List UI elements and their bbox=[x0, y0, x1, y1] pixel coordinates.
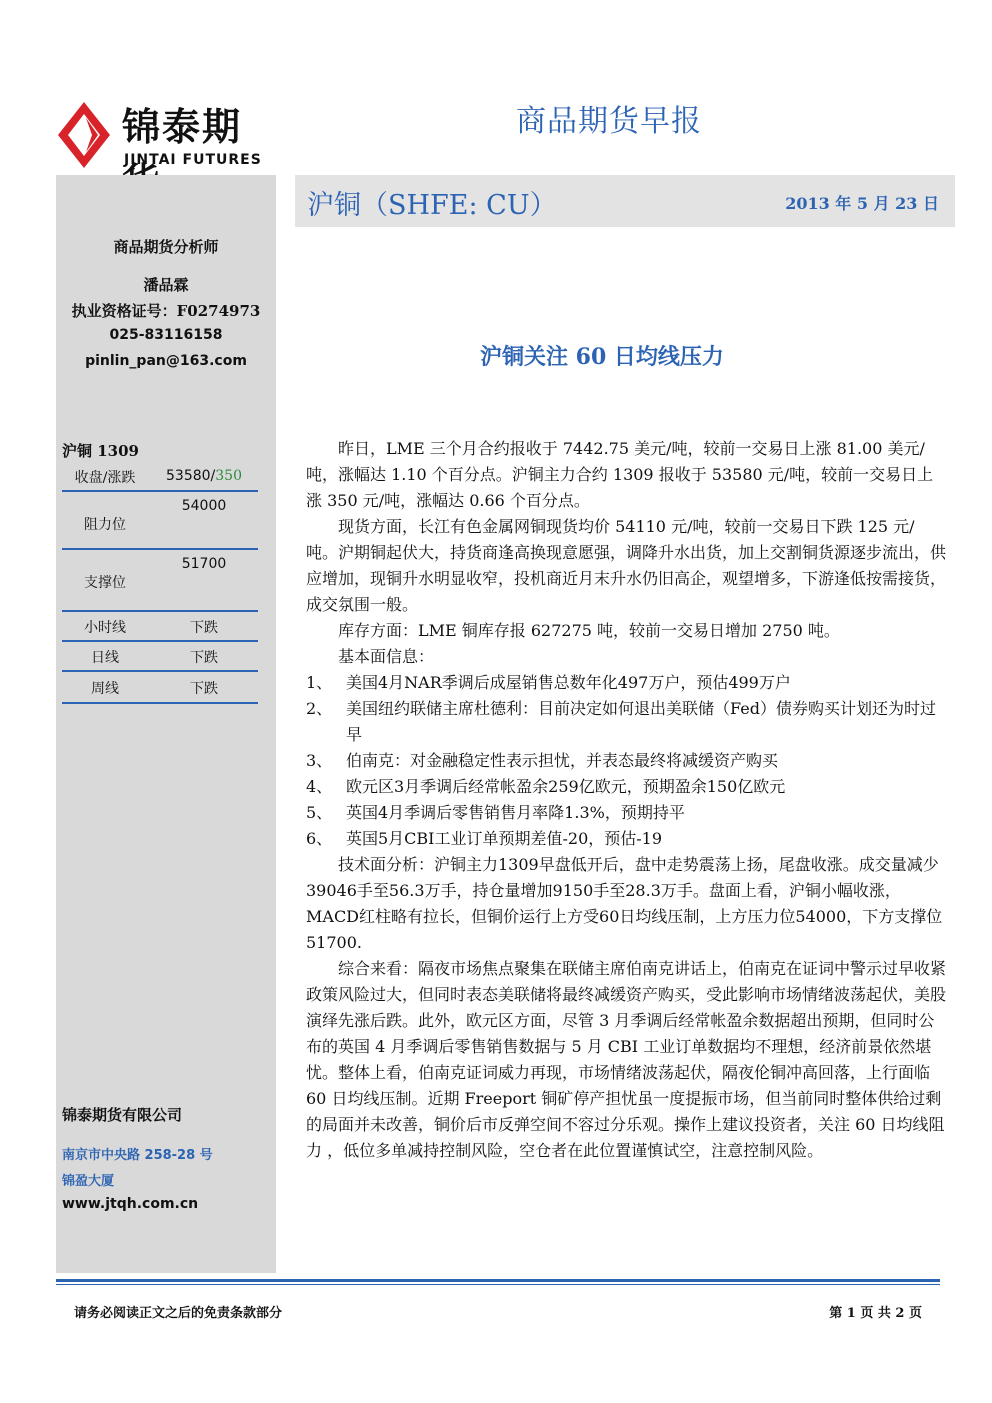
close-row bbox=[62, 462, 258, 492]
jintai-logo-icon bbox=[56, 100, 112, 170]
hourly-value: 下跌 bbox=[190, 620, 218, 636]
support-row bbox=[62, 550, 258, 612]
article-title: 沪铜关注 60 日均线压力 bbox=[480, 344, 724, 370]
report-title: 商品期货早报 bbox=[516, 104, 702, 139]
list-item: 3、 伯南克：对金融稳定性表示担忧，并表态最终将减缓资产购买 bbox=[306, 751, 779, 770]
analyst-name: 潘品霖 bbox=[143, 276, 189, 294]
paragraph-inventory: 库存方面：LME 铜库存报 627275 吨，较前一交易日增加 2750 吨。 bbox=[338, 621, 840, 640]
product-title: 沪铜（SHFE: CU） bbox=[307, 190, 557, 221]
contract-label: 沪铜 1309 bbox=[62, 442, 139, 460]
article-body bbox=[306, 436, 946, 1164]
list-item: 2、 美国纽约联储主席杜德利：目前决定如何退出美联储（Fed）债券购买计划还为时过早 bbox=[306, 699, 936, 744]
footer-page-number: 第 1 页 共 2 页 bbox=[829, 1306, 922, 1321]
company-website[interactable]: www.jtqh.com.cn bbox=[62, 1196, 199, 1212]
company-address-line2: 锦盈大厦 bbox=[62, 1174, 115, 1189]
footer-divider bbox=[56, 1279, 940, 1282]
paragraph-technical: 技术面分析：沪铜主力1309早盘低开后，盘中走势震荡上扬，尾盘收涨。成交量减少39046手至56.3万手，持仓量增加9150手至28.3万手。盘面上看，沪铜小幅收涨，MACD红柱略有拉长，但铜价运行上方受60日均线压制，上方压力位54000，下方支撑位51700. bbox=[306, 855, 943, 952]
resistance-label: 阻力位 bbox=[84, 517, 126, 533]
support-label: 支撑位 bbox=[84, 575, 126, 591]
paragraph-fundamentals-heading: 基本面信息： bbox=[338, 647, 435, 666]
analyst-email[interactable]: pinlin_pan@163.com bbox=[85, 353, 247, 369]
analyst-phone: 025-83116158 bbox=[109, 327, 223, 343]
resistance-row bbox=[62, 492, 258, 550]
support-value: 51700 bbox=[181, 556, 227, 572]
analyst-role: 商品期货分析师 bbox=[113, 238, 219, 256]
company-name: 锦泰期货有限公司 bbox=[62, 1106, 183, 1124]
change-value: 350 bbox=[215, 468, 242, 484]
list-item: 6、 英国5月CBI工业订单预期差值-20，预估-19 bbox=[306, 829, 663, 848]
resistance-value: 54000 bbox=[181, 498, 227, 514]
hourly-row bbox=[62, 612, 258, 642]
daily-value: 下跌 bbox=[190, 650, 218, 666]
close-value bbox=[162, 468, 246, 484]
logo-english-text: JINTAI FUTURES bbox=[124, 152, 262, 168]
close-price: 53580/ bbox=[166, 468, 216, 484]
close-label: 收盘/涨跌 bbox=[74, 470, 136, 486]
company-logo bbox=[56, 96, 276, 176]
hourly-label: 小时线 bbox=[84, 620, 126, 636]
list-item: 5、 英国4月季调后零售销售月率降1.3%，预期持平 bbox=[306, 803, 685, 822]
paragraph-lme: 昨日，LME 三个月合约报收于 7442.75 美元/吨，较前一交易日上涨 81.00 美元/吨，涨幅达 1.10 个百分点。沪铜主力合约 1309 报收于 53580 元/吨，较前一交易日上涨 350 元/吨，涨幅达 0.66 个百分点。 bbox=[306, 439, 934, 510]
product-header-bar bbox=[295, 175, 955, 227]
footer-divider-thin bbox=[56, 1284, 940, 1285]
company-address-line1: 南京市中央路 258-28 号 bbox=[62, 1148, 213, 1163]
report-date: 2013 年 5 月 23 日 bbox=[785, 194, 939, 213]
daily-row bbox=[62, 642, 258, 672]
footer-disclaimer[interactable]: 请务必阅读正文之后的免责条款部分 bbox=[74, 1306, 283, 1321]
logo-chinese-text: 锦泰期 bbox=[122, 105, 243, 149]
weekly-value: 下跌 bbox=[190, 681, 218, 697]
paragraph-spot: 现货方面，长江有色金属网铜现货均价 54110 元/吨，较前一交易日下跌 125 元/吨。沪期铜起伏大，持货商逢高换现意愿强，调降升水出货，加上交割铜货源逐步流出，供应增加，现铜升水明显收窄，投机商近月末升水仍旧高企，观望增多，下游逢低按需接货，成交氛围一般。 bbox=[306, 517, 947, 614]
analyst-license: 执业资格证号：F0274973 bbox=[71, 302, 261, 320]
daily-label: 日线 bbox=[91, 650, 119, 666]
list-item: 4、 欧元区3月季调后经常帐盈余259亿欧元，预期盈余150亿欧元 bbox=[306, 777, 786, 796]
weekly-row bbox=[62, 672, 258, 704]
list-item: 1、 美国4月NAR季调后成屋销售总数年化497万户，预估499万户 bbox=[306, 673, 791, 692]
price-table bbox=[62, 462, 258, 704]
weekly-label: 周线 bbox=[91, 681, 119, 697]
paragraph-summary: 综合来看：隔夜市场焦点聚集在联储主席伯南克讲话上，伯南克在证词中警示过早收紧政策风险过大，但同时表态美联储将最终减缓资产购买，受此影响市场情绪波荡起伏，美股演绎先涨后跌。此外，欧元区方面，尽管 3 月季调后经常帐盈余数据超出预期，但同时公布的英国 4 月季调后零售销售数据与 5 月 CBI 工业订单数据均不理想，经济前景依然堪忧。整体上看，伯南克证词威力再现，市场情绪波荡起伏，隔夜伦铜冲高回落，上行面临 60 日均线压制。近期 Freeport 铜矿停产担忧虽一度提振市场，但当前同时整体供给过剩的局面并未改善，铜价后市反弹空间不容过分乐观。操作上建议投资者，关注 60 日均线阻力 ，低位多单减持控制风险，空仓者在此位置谨慎试空，注意控制风险。 bbox=[306, 959, 947, 1160]
